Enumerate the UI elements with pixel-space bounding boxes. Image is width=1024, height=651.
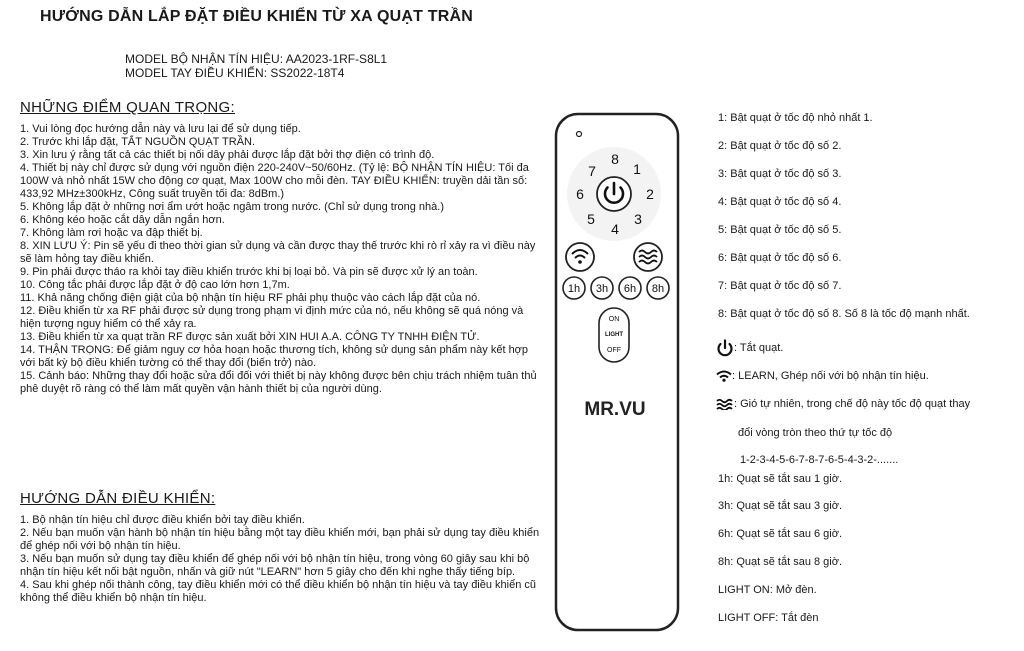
important-item: 4. Thiết bị này chỉ được sử dụng với nguồn điện 220-240V~50/60Hz. (Tỷ lệ: BỘ NHẬN TÍN HIỆU: Tối đa 100W và nhỏ nhất 15W cho động cơ quạt, Max 100W cho mỗi đèn. TAY ĐIỀU KHIỂN: truyền dải tần số: 433,92 MHz±300kHz, Công suất truyền tối đa: 8dBm.) (20, 162, 529, 200)
timer-6h-label: 6h (623, 283, 637, 295)
guide-heading: HƯỚNG DẪN ĐIỀU KHIỂN: (20, 490, 216, 507)
legend-speed-3: 3: Bật quạt ở tốc độ số 3. (718, 168, 842, 180)
legend-learn-text: : LEARN, Ghép nối với bộ nhận tín hiệu. (732, 370, 929, 382)
legend-breeze-sequence: 1-2-3-4-5-6-7-8-7-6-5-4-3-2-....... (740, 454, 899, 466)
legend-timer-8h: 8h: Quạt sẽ tắt sau 8 giờ. (718, 556, 843, 568)
timer-1h-label: 1h (567, 283, 581, 295)
guide-item: 1. Bộ nhận tín hiệu chỉ được điều khiển bởi tay điều khiển. (20, 514, 305, 526)
speed-5-button[interactable]: 5 (587, 211, 595, 227)
important-item: 15. Cảnh báo: Những thay đổi hoặc sửa đổi đối với thiết bị này không được bên chịu trách nhiệm tuân thủ phê duyệt rõ ràng có thể làm mất quyền vận hành thiết bị của người dùng. (20, 370, 537, 395)
speed-8-button[interactable]: 8 (611, 151, 619, 167)
timer-6h-button[interactable] (619, 277, 641, 299)
legend-speed-4: 4: Bật quạt ở tốc độ số 4. (718, 196, 842, 208)
important-item: 14. THẬN TRỌNG: Để giảm nguy cơ hỏa hoạn hoặc thương tích, không sử dụng sản phẩm này kết hợp với bất kỳ bộ điều khiển tường có thể thay đổi (biến trở) nào. (20, 344, 529, 369)
speed-1-button[interactable]: 1 (633, 161, 641, 177)
power-icon (716, 339, 734, 357)
important-item: 8. XIN LƯU Ý: Pin sẽ yếu đi theo thời gian sử dụng và cần được thay thế trước khi rò rỉ xảy ra vì điều này sẽ làm hỏng tay điều khiển. (20, 240, 536, 265)
important-item: 1. Vui lòng đọc hướng dẫn này và lưu lại để sử dụng tiếp. (20, 123, 301, 135)
legend-timer-1h: 1h: Quạt sẽ tắt sau 1 giờ. (718, 473, 843, 485)
speed-3-button[interactable]: 3 (634, 211, 642, 227)
important-heading: NHỮNG ĐIỂM QUAN TRỌNG: (20, 99, 235, 116)
important-item: 11. Khả năng chống điện giật của bộ nhận tín hiệu RF phải phụ thuộc vào cách lắp đặt của nó. (20, 292, 481, 304)
light-off-button[interactable]: OFF (607, 347, 621, 354)
timer-8h-label: 8h (651, 283, 665, 295)
legend-timer-6h: 6h: Quạt sẽ tắt sau 6 giờ. (718, 528, 843, 540)
timer-8h-button[interactable] (647, 277, 669, 299)
speed-6-button[interactable]: 6 (576, 186, 584, 202)
important-list (20, 123, 545, 396)
speed-7-button[interactable]: 7 (588, 163, 596, 179)
guide-item: 2. Nếu bạn muốn vận hành bộ nhận tín hiệu bằng một tay điều khiển mới, bạn phải sử dụng tay điều khiển để ghép nối với bộ nhận tín hiệu. (20, 527, 540, 552)
important-item: 2. Trước khi lắp đặt, TẮT NGUỒN QUẠT TRẦN. (20, 136, 256, 148)
timer-3h-button[interactable] (591, 277, 613, 299)
legend-timer-3h: 3h: Quạt sẽ tắt sau 3 giờ. (718, 500, 843, 512)
important-item: 6. Không kéo hoặc cắt dây dẫn ngắn hơn. (20, 214, 225, 226)
legend-speed-2: 2: Bật quạt ở tốc độ số 2. (718, 140, 842, 152)
legend-speed-5: 5: Bật quạt ở tốc độ số 5. (718, 224, 842, 236)
important-item: 5. Không lắp đặt ở những nơi ẩm ướt hoặc ngâm trong nước. (Chỉ sử dụng trong nhà.) (20, 201, 444, 213)
legend-learn (716, 369, 929, 383)
remote-control-illustration (554, 112, 680, 632)
legend-speed-1: 1: Bật quạt ở tốc độ nhỏ nhất 1. (718, 112, 873, 124)
important-item: 12. Điều khiển từ xa RF phải được sử dụng trong phạm vi định mức của nó, nếu không sẽ quá nóng và hiện tượng nguy hiểm có thể xảy ra. (20, 305, 524, 330)
timer-1h-button[interactable] (563, 277, 585, 299)
page-title: HƯỚNG DẪN LẮP ĐẶT ĐIỀU KHIỂN TỪ XA QUẠT TRẦN (40, 8, 473, 25)
important-item: 3. Xin lưu ý rằng tất cả các thiết bị nối dây phải được lắp đặt bởi thợ điện có trình độ. (20, 149, 435, 161)
important-item: 9. Pin phải được tháo ra khỏi tay điều khiển trước khi bị loại bỏ. Và pin sẽ được xử lý an toàn. (20, 266, 478, 278)
legend-speed-7: 7: Bật quạt ở tốc độ số 7. (718, 280, 842, 292)
legend-breeze-text: : Gió tự nhiên, trong chế độ này tốc độ quạt thay (734, 398, 971, 410)
guide-list (20, 514, 545, 605)
legend-speed-8: 8: Bật quạt ở tốc độ số 8. Số 8 là tốc độ mạnh nhất. (718, 308, 970, 320)
important-item: 13. Điều khiển từ xa quạt trần RF được sản xuất bởi XIN HUI A.A. CÔNG TY TNHH ĐIỆN TỬ. (20, 331, 480, 343)
legend-speed-6: 6: Bật quạt ở tốc độ số 6. (718, 252, 842, 264)
timer-3h-label: 3h (595, 283, 609, 295)
legend-power (716, 339, 783, 357)
light-label: LIGHT (605, 332, 623, 338)
guide-item: 4. Sau khi ghép nối thành công, tay điều khiển mới có thể điều khiển bộ nhận tín hiệu và tay điều khiển cũ không thể điều khiển bộ nhận tín hiệu. (20, 579, 537, 604)
legend-breeze (716, 397, 970, 411)
important-item: 7. Không làm rơi hoặc va đập thiết bị. (20, 227, 203, 239)
important-item: 10. Công tắc phải được lắp đặt ở độ cao lớn hơn 1,7m. (20, 279, 290, 291)
wifi-icon (716, 370, 732, 382)
breeze-icon (716, 398, 734, 410)
legend-power-text: : Tắt quạt. (734, 341, 784, 354)
natural-breeze-button[interactable] (634, 243, 662, 271)
legend-light-on: LIGHT ON: Mở đèn. (718, 584, 817, 596)
model-receiver: MODEL BỘ NHẬN TÍN HIỆU: AA2023-1RF-S8L1 (125, 52, 388, 66)
speed-2-button[interactable]: 2 (646, 186, 654, 202)
model-remote: MODEL TAY ĐIỀU KHIỂN: SS2022-18T4 (125, 66, 345, 80)
power-button[interactable] (597, 177, 631, 211)
guide-item: 3. Nếu bạn muốn sử dụng tay điều khiển để ghép nối với bộ nhận tín hiệu, trong vòng 60 giây sau khi bộ nhận tín hiệu kết nối bật nguồn, nhấn và giữ nút "LEARN" hơn 5 giây cho đến khi nghe thấy tiếng bíp. (20, 553, 530, 578)
learn-button[interactable] (566, 243, 594, 271)
light-on-button[interactable]: ON (608, 316, 620, 323)
legend-light-off: LIGHT OFF: Tắt đèn (718, 612, 819, 624)
legend-breeze-line2: đổi vòng tròn theo thứ tự tốc độ (738, 427, 893, 439)
brand-logo: MR.VU (584, 399, 646, 420)
speed-4-button[interactable]: 4 (611, 221, 619, 237)
